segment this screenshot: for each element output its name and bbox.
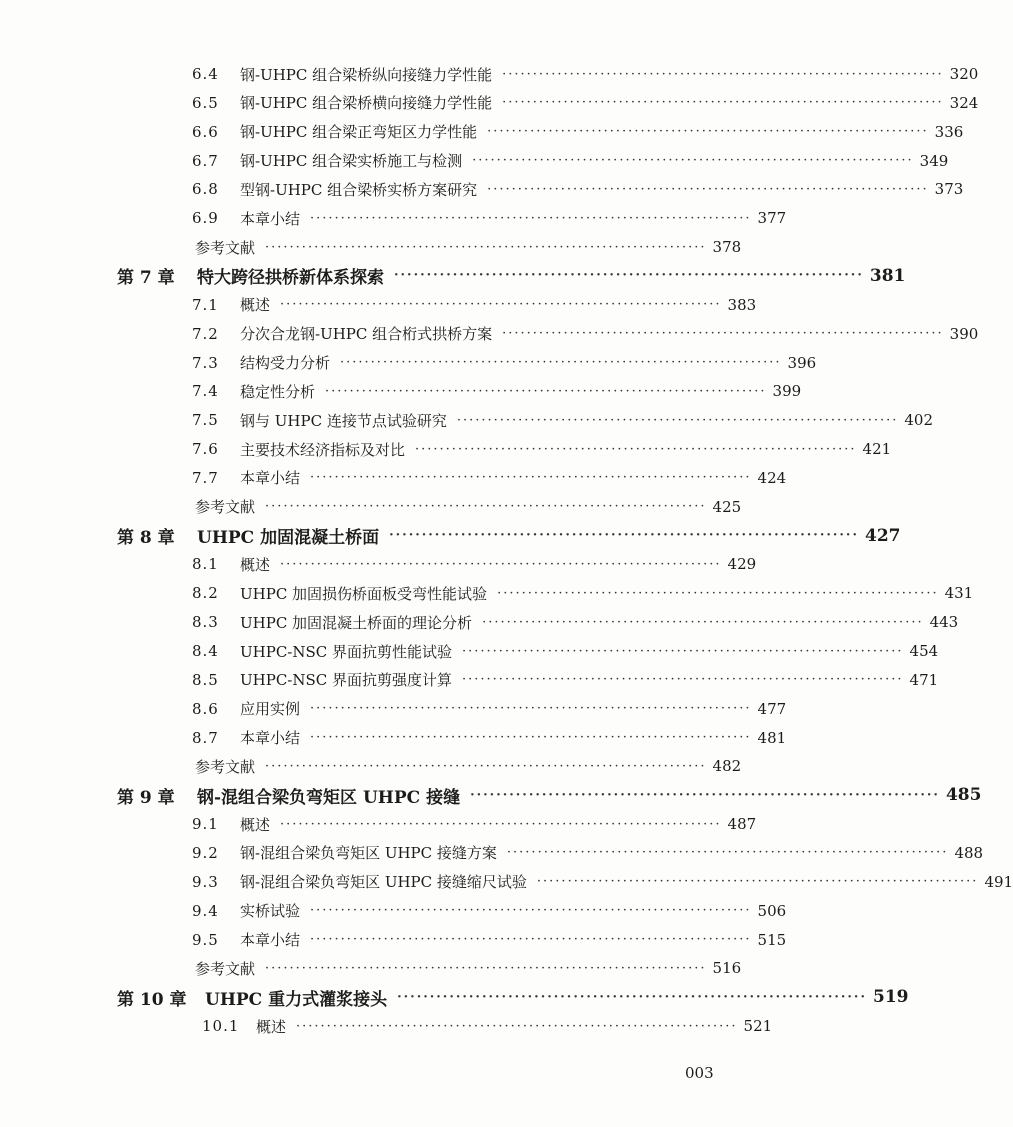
toc-section-entry[interactable] bbox=[0, 637, 939, 665]
toc-section-entry[interactable] bbox=[0, 60, 979, 88]
entry-page-number: 491 bbox=[984, 872, 1013, 891]
dot-leader: ········································································ bbox=[394, 268, 864, 284]
dot-leader: ········································································ bbox=[487, 181, 929, 197]
entry-number: 9.2 bbox=[192, 843, 219, 862]
entry-page-number: 477 bbox=[757, 699, 787, 718]
entry-title-line bbox=[240, 410, 934, 431]
toc-section-entry[interactable] bbox=[0, 377, 802, 405]
dot-leader: ········································································ bbox=[265, 758, 707, 774]
entry-number: 8.1 bbox=[192, 555, 219, 574]
toc-section-entry[interactable] bbox=[0, 175, 964, 203]
entry-number: 7.7 bbox=[192, 468, 219, 487]
entry-number: 7.1 bbox=[192, 295, 219, 314]
dot-leader: ········································································ bbox=[502, 326, 944, 342]
entry-title-line bbox=[240, 669, 939, 690]
dot-leader: ········································································ bbox=[470, 787, 940, 803]
entry-title-line bbox=[240, 727, 787, 748]
entry-number: 7.2 bbox=[192, 324, 219, 343]
entry-page-number: 519 bbox=[873, 987, 909, 1008]
toc-references-entry[interactable] bbox=[0, 233, 790, 261]
entry-title: 本章小结 bbox=[240, 209, 301, 228]
entry-title: 参考文献 bbox=[195, 238, 256, 257]
entry-title-line bbox=[240, 64, 979, 85]
entry-number: 6.6 bbox=[192, 122, 219, 141]
entry-page-number: 383 bbox=[727, 295, 757, 314]
dot-leader: ········································································ bbox=[415, 441, 857, 457]
entry-title-line bbox=[195, 237, 742, 258]
entry-title-line bbox=[240, 439, 892, 460]
entry-title: UHPC 重力式灌浆接头 bbox=[205, 989, 388, 1010]
dot-leader: ········································································ bbox=[462, 672, 904, 688]
entry-page-number: 373 bbox=[934, 180, 964, 199]
entry-title: 参考文献 bbox=[195, 498, 256, 517]
entry-number: 8.3 bbox=[192, 613, 219, 632]
entry-title: 钢-UHPC 组合梁正弯矩区力学性能 bbox=[240, 123, 478, 142]
dot-leader: ········································································ bbox=[310, 210, 752, 226]
entry-title: UHPC-NSC 界面抗剪强度计算 bbox=[240, 671, 453, 690]
entry-number: 9.5 bbox=[192, 930, 219, 949]
entry-page-number: 487 bbox=[727, 815, 757, 834]
entry-title-line bbox=[240, 698, 787, 719]
entry-number: 7.4 bbox=[192, 382, 219, 401]
entry-title: 钢-混组合梁负弯矩区 UHPC 接缝 bbox=[197, 787, 461, 808]
entry-title-line bbox=[240, 554, 757, 575]
dot-leader: ········································································ bbox=[310, 730, 752, 746]
entry-page-number: 443 bbox=[929, 613, 959, 632]
entry-number: 8.5 bbox=[192, 670, 219, 689]
dot-leader: ········································································ bbox=[340, 355, 782, 370]
dot-leader: ········································································ bbox=[506, 845, 949, 861]
entry-number: 9.4 bbox=[192, 901, 219, 920]
entry-page-number: 506 bbox=[757, 901, 787, 920]
toc-section-entry[interactable] bbox=[0, 897, 790, 925]
entry-page-number: 396 bbox=[787, 353, 817, 372]
dot-leader: ········································································ bbox=[325, 383, 767, 399]
toc-section-entry[interactable] bbox=[0, 435, 892, 463]
entry-title: 钢-混组合梁负弯矩区 UHPC 接缝方案 bbox=[240, 844, 497, 863]
toc-section-entry[interactable] bbox=[0, 724, 790, 752]
toc-section-entry[interactable] bbox=[0, 89, 979, 117]
entry-title-line bbox=[240, 900, 787, 921]
entry-title: 本章小结 bbox=[240, 729, 301, 748]
entry-title-line bbox=[197, 523, 901, 549]
dot-leader: ········································································ bbox=[280, 816, 722, 832]
page-number: 003 bbox=[685, 1064, 714, 1082]
entry-title: 应用实例 bbox=[240, 700, 301, 719]
entry-page-number: 390 bbox=[949, 324, 979, 343]
entry-page-number: 377 bbox=[757, 209, 787, 228]
entry-title-line bbox=[195, 958, 742, 979]
dot-leader: ········································································ bbox=[462, 643, 904, 659]
entry-number: 8.2 bbox=[192, 584, 219, 603]
entry-title-line bbox=[240, 121, 964, 142]
toc-section-entry[interactable] bbox=[0, 118, 964, 146]
entry-number: 第 9 章 bbox=[117, 787, 175, 808]
entry-title: 概述 bbox=[240, 555, 271, 574]
entry-title-line bbox=[240, 208, 787, 229]
toc-chapter-entry[interactable] bbox=[0, 983, 909, 1011]
dot-leader: ········································································ bbox=[482, 614, 924, 630]
entry-title-line bbox=[240, 467, 787, 488]
entry-title-line bbox=[240, 583, 974, 604]
toc-section-entry[interactable] bbox=[0, 868, 1013, 896]
dot-leader: ········································································ bbox=[265, 239, 707, 255]
toc-chapter-entry[interactable] bbox=[0, 262, 906, 290]
toc-section-entry[interactable] bbox=[0, 1012, 790, 1040]
entry-number: 第 7 章 bbox=[117, 268, 175, 289]
entry-number: 6.4 bbox=[192, 65, 219, 83]
entry-page-number: 481 bbox=[757, 728, 787, 747]
toc-chapter-entry[interactable] bbox=[0, 522, 901, 550]
entry-title-line bbox=[240, 294, 757, 315]
entry-title: 概述 bbox=[240, 815, 271, 834]
dot-leader: ········································································ bbox=[397, 989, 867, 1005]
entry-page-number: 378 bbox=[712, 238, 742, 257]
entry-number: 8.4 bbox=[192, 642, 219, 660]
entry-page-number: 421 bbox=[862, 440, 892, 459]
entry-title-line bbox=[197, 263, 906, 289]
entry-title-line bbox=[240, 842, 984, 863]
entry-title: UHPC 加固混凝土桥面的理论分析 bbox=[240, 613, 473, 632]
entry-page-number: 515 bbox=[757, 930, 787, 949]
entry-page-number: 381 bbox=[869, 265, 906, 286]
entry-page-number: 349 bbox=[919, 151, 949, 170]
entry-title-line bbox=[240, 641, 939, 662]
entry-page-number: 488 bbox=[954, 843, 984, 862]
dot-leader: ········································································ bbox=[456, 412, 899, 428]
entry-title: 钢-混组合梁负弯矩区 UHPC 接缝缩尺试验 bbox=[240, 873, 527, 892]
entry-title-line bbox=[240, 612, 959, 633]
entry-title: 本章小结 bbox=[240, 931, 301, 949]
entry-number: 6.9 bbox=[192, 209, 219, 228]
entry-page-number: 521 bbox=[743, 1017, 773, 1036]
dot-leader: ········································································ bbox=[296, 1018, 738, 1034]
entry-page-number: 516 bbox=[712, 959, 742, 978]
dot-leader: ········································································ bbox=[487, 124, 929, 140]
toc-section-entry[interactable] bbox=[0, 550, 790, 578]
entry-title: 参考文献 bbox=[195, 757, 256, 776]
entry-number: 7.6 bbox=[192, 440, 219, 459]
entry-page-number: 429 bbox=[727, 555, 757, 574]
toc-section-entry[interactable] bbox=[0, 464, 790, 492]
entry-number: 9.3 bbox=[192, 872, 219, 891]
entry-number: 6.8 bbox=[192, 180, 219, 199]
entry-title-line bbox=[240, 150, 949, 171]
entry-title: 特大跨径拱桥新体系探索 bbox=[197, 268, 384, 289]
toc-section-entry[interactable] bbox=[0, 147, 949, 175]
dot-leader: ········································································ bbox=[310, 470, 752, 486]
entry-title-line bbox=[195, 496, 742, 517]
entry-page-number: 431 bbox=[944, 584, 974, 603]
dot-leader: ········································································ bbox=[502, 95, 944, 111]
entry-page-number: 471 bbox=[909, 670, 939, 689]
dot-leader: ········································································ bbox=[536, 874, 979, 890]
dot-leader: ········································································ bbox=[265, 499, 707, 515]
entry-number: 6.5 bbox=[192, 93, 219, 112]
entry-title-line bbox=[240, 352, 817, 373]
dot-leader: ········································································ bbox=[310, 903, 752, 919]
dot-leader: ········································································ bbox=[497, 585, 939, 601]
entry-title: 概述 bbox=[240, 296, 271, 315]
dot-leader: ········································································ bbox=[310, 932, 752, 947]
entry-page-number: 427 bbox=[865, 525, 901, 546]
entry-title: 结构受力分析 bbox=[240, 354, 331, 372]
dot-leader: ········································································ bbox=[265, 960, 707, 976]
entry-number: 8.6 bbox=[192, 699, 219, 718]
entry-number: 8.7 bbox=[192, 728, 219, 747]
entry-page-number: 320 bbox=[949, 65, 979, 83]
entry-page-number: 425 bbox=[712, 497, 742, 516]
entry-number: 6.7 bbox=[192, 151, 219, 170]
entry-number: 10.1 bbox=[202, 1017, 240, 1036]
entry-page-number: 485 bbox=[945, 785, 982, 806]
toc-section-entry[interactable] bbox=[0, 320, 979, 348]
entry-page-number: 424 bbox=[757, 468, 787, 487]
entry-title-line bbox=[197, 783, 982, 808]
entry-title: 分次合龙钢-UHPC 组合桁式拱桥方案 bbox=[240, 325, 493, 344]
toc-section-entry[interactable] bbox=[0, 204, 790, 232]
entry-title-line bbox=[256, 1016, 773, 1037]
entry-title-line bbox=[240, 871, 1013, 892]
entry-page-number: 324 bbox=[949, 93, 979, 112]
toc-section-entry[interactable] bbox=[0, 810, 790, 838]
entry-number: 第 8 章 bbox=[117, 528, 175, 549]
dot-leader: ········································································ bbox=[389, 528, 859, 544]
entry-page-number: 399 bbox=[772, 382, 802, 401]
entry-title: 钢-UHPC 组合梁桥横向接缝力学性能 bbox=[240, 94, 493, 113]
entry-number: 9.1 bbox=[192, 815, 219, 834]
entry-title-line bbox=[240, 323, 979, 344]
dot-leader: ········································································ bbox=[472, 153, 914, 169]
entry-page-number: 336 bbox=[934, 122, 964, 141]
entry-title-line bbox=[240, 92, 979, 113]
entry-title: 主要技术经济指标及对比 bbox=[240, 440, 406, 459]
toc-chapter-entry[interactable] bbox=[0, 781, 982, 809]
dot-leader: ········································································ bbox=[280, 556, 722, 572]
toc-section-entry[interactable] bbox=[0, 695, 790, 723]
entry-title: 钢-UHPC 组合梁实桥施工与检测 bbox=[240, 152, 463, 171]
toc-references-entry[interactable] bbox=[0, 752, 790, 780]
entry-title-line bbox=[240, 179, 964, 200]
entry-title-line bbox=[240, 814, 757, 835]
toc-references-entry[interactable] bbox=[0, 493, 790, 521]
entry-title: UHPC 加固损伤桥面板受弯性能试验 bbox=[240, 584, 488, 603]
toc-section-entry[interactable] bbox=[0, 406, 934, 434]
entry-title-line bbox=[195, 756, 742, 777]
toc-references-entry[interactable] bbox=[0, 954, 790, 982]
toc-section-entry[interactable] bbox=[0, 608, 959, 636]
entry-title: 型钢-UHPC 组合梁桥实桥方案研究 bbox=[240, 180, 478, 199]
dot-leader: ········································································ bbox=[280, 297, 722, 313]
entry-title: UHPC-NSC 界面抗剪性能试验 bbox=[240, 642, 453, 661]
entry-title: 参考文献 bbox=[195, 959, 256, 978]
entry-page-number: 454 bbox=[909, 642, 939, 660]
entry-title: 钢-UHPC 组合梁桥纵向接缝力学性能 bbox=[240, 65, 493, 84]
entry-title-line bbox=[240, 929, 787, 950]
dot-leader: ········································································ bbox=[310, 701, 752, 717]
entry-page-number: 402 bbox=[904, 411, 934, 430]
toc-section-entry[interactable] bbox=[0, 291, 790, 319]
dot-leader: ········································································ bbox=[502, 66, 944, 82]
entry-title: 概述 bbox=[256, 1017, 287, 1036]
entry-title-line bbox=[205, 985, 909, 1010]
toc-section-entry[interactable] bbox=[0, 926, 790, 954]
entry-number: 7.3 bbox=[192, 353, 219, 372]
entry-number: 第 10 章 bbox=[117, 989, 187, 1010]
entry-number: 7.5 bbox=[192, 411, 219, 430]
toc-section-entry[interactable] bbox=[0, 666, 939, 694]
entry-title: 稳定性分析 bbox=[240, 382, 316, 401]
entry-title: 钢与 UHPC 连接节点试验研究 bbox=[240, 411, 447, 430]
toc-section-entry[interactable] bbox=[0, 579, 974, 607]
entry-title: UHPC 加固混凝土桥面 bbox=[197, 528, 380, 549]
entry-title: 本章小结 bbox=[240, 469, 301, 488]
entry-title-line bbox=[240, 381, 802, 402]
toc-section-entry[interactable] bbox=[0, 839, 984, 867]
entry-title: 实桥试验 bbox=[240, 902, 301, 921]
toc-section-entry[interactable] bbox=[0, 349, 817, 377]
entry-page-number: 482 bbox=[712, 757, 742, 776]
